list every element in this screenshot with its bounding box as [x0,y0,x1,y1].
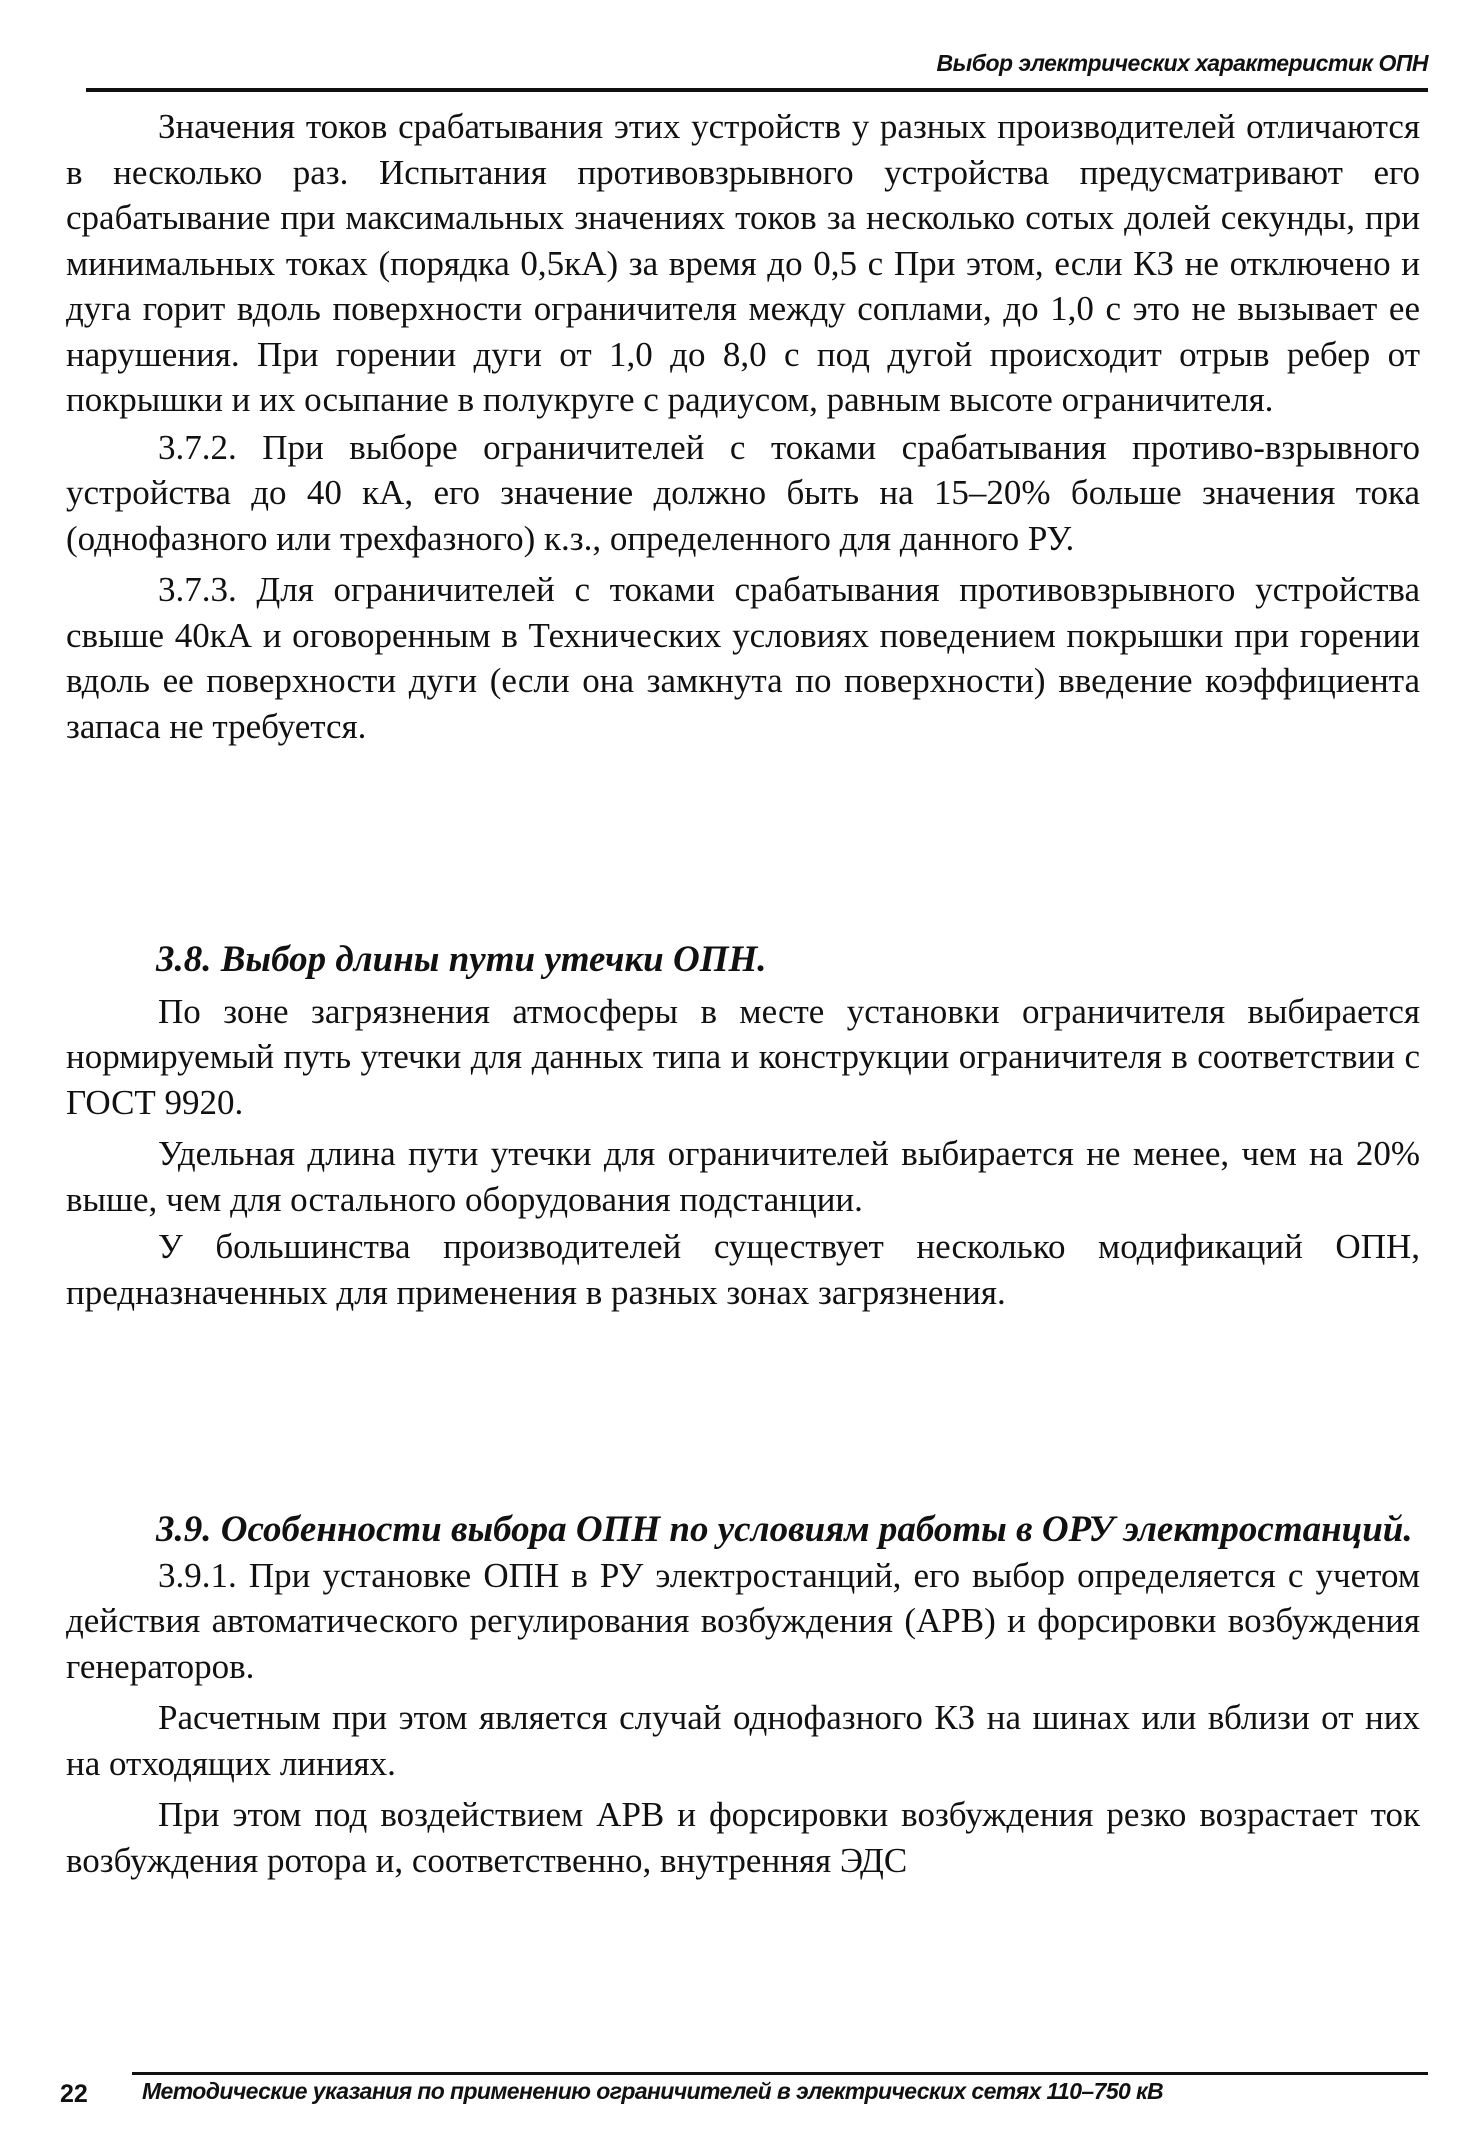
paragraph-modifications: У большинства производителей существует несколько модификаций ОПН, предназначенных для применения в разных зонах загрязнения. [66,1227,1420,1312]
paragraph-leakage-length: Удельная длина пути утечки для ограничителей выбирается не менее, чем на 20% выше, чем для остального оборудования подстанции. [66,1134,1420,1219]
paragraph-design-case: Расчетным при этом является случай однофазного КЗ на шинах или вблизи от них на отходящих линиях. [66,1698,1420,1783]
paragraph-trip-currents: Значения токов срабатывания этих устройств у разных производителей отличаются в несколько раз. Испытания противовзрывного устройства предусматривают его срабатывание при максимальных значениях токов за несколько сотых долей секунды, при минимальных токах (порядка 0,5кА) за время до 0,5 с При этом, если КЗ не отключено и дуга горит вдоль поверхности ограничителя между соплами, до 1,0 с это не вызывает ее нарушения. При горении дуги от 1,0 до 8,0 с под дугой происходит отрыв ребер от покрышки и их осыпание в полукруге с радиусом, равным высоте ограничителя. [66,107,1420,419]
page-body [66,104,1420,1883]
paragraph-3-7-2: 3.7.2. При выборе ограничителей с токами срабатывания противо-взрывного устройства до 40 кА, его значение должно быть на 15–20% больше значения тока (однофазного или трехфазного) к.з., определенного для данного РУ. [66,427,1420,558]
paragraph-excitation: При этом под воздействием АРВ и форсировки возбуждения резко возрастает ток возбуждения ротора и, соответственно, внутренняя ЭДС [66,1795,1420,1880]
running-title: Выбор электрических характеристик ОПН [936,50,1428,76]
section-heading-3-8: 3.8. Выбор длины пути утечки ОПН. [156,939,767,980]
section-heading-3-9: 3.9. Особенности выбора ОПН по условиям работы в ОРУ электростанций. [156,1509,1413,1550]
paragraph-pollution-zone: По зоне загрязнения атмосферы в месте установки ограничителя выбирается нормируемый путь утечки для данных типа и конструкции ограничителя в соответствии с ГОСТ 9920. [66,991,1420,1122]
header-rule [86,88,1428,92]
footer-title: Методические указания по применению ограничителей в электрических сетях 110–750 кВ [142,2078,1164,2104]
paragraph-3-7-3: 3.7.3. Для ограничителей с токами срабатывания противовзрывного устройства свыше 40кА и оговоренным в Технических условиях поведением покрышки при горении вдоль ее поверхности дуги (если она замкнута по поверхности) введение коэффициента запаса не требуется. [66,570,1420,746]
page-number: 22 [60,2080,88,2108]
paragraph-3-9-1: 3.9.1. При установке ОПН в РУ электростанций, его выбор определяется с учетом действия автоматического регулирования возбуждения (АРВ) и форсировки возбуждения генераторов. [66,1555,1420,1686]
footer-rule [132,2072,1428,2075]
